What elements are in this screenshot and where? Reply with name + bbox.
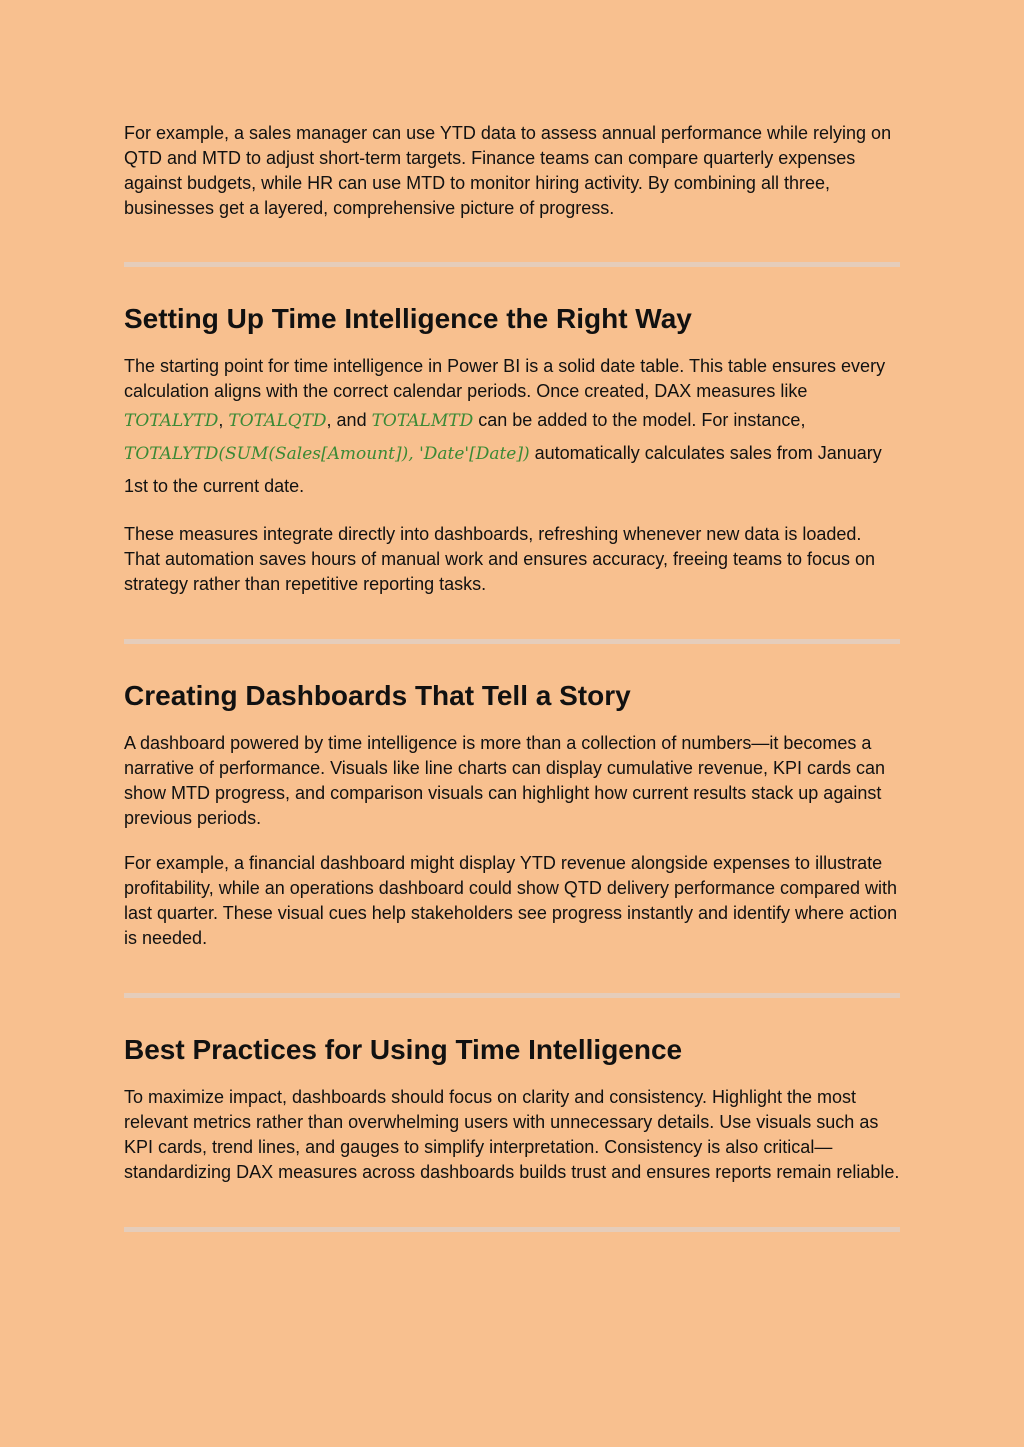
section-paragraph [124,354,900,502]
section-divider [124,1227,900,1232]
section-divider [124,993,900,998]
code-snippet: TOTALMTD [371,411,474,431]
section-paragraph: To maximize impact, dashboards should focus on clarity and consistency. Highlight the most relevant metrics rather than overwhelming users with unnecessary details. Use visuals such as KPI cards, trend lines, and gauges to simplify interpretation. Consistency is also critical—standardizing DAX measures across dashboards builds trust and ensures reports remain reliable. [124,1087,900,1182]
intro-paragraph: For example, a sales manager can use YTD data to assess annual performance while relying on QTD and MTD to adjust short-term targets. Finance teams can compare quarterly expenses against budgets, while HR can use MTD to monitor hiring activity. By combining all three, businesses get a layered, comprehensive picture of progress. [124,123,892,218]
section-paragraph: For example, a financial dashboard might display YTD revenue alongside expenses to illustrate profitability, while an operations dashboard could show QTD delivery performance compared with last quarter. These visual cues help stakeholders see progress instantly and identify where action is needed. [124,853,898,948]
code-line [124,443,882,496]
section-paragraph: A dashboard powered by time intelligence is more than a collection of numbers—it becomes a narrative of performance. Visuals like line charts can display cumulative revenue, KPI cards can show MTD progress, and comparison visuals can highlight how current results stack up against previous periods. [124,733,886,828]
code-line [124,410,805,430]
section-heading: Setting Up Time Intelligence the Right Way [124,303,692,334]
paragraph-text: , [218,410,229,430]
section-heading: Best Practices for Using Time Intelligence [124,1034,683,1065]
section-creating-dashboards [124,679,900,951]
section-divider [124,639,900,644]
paragraph-text: automatically calculates sales from January 1st to the current date. [124,443,882,496]
section-best-practices [124,1033,900,1185]
code-snippet: TOTALYTD [124,411,219,431]
code-snippet: TOTALQTD [228,411,327,431]
paragraph-text: , and [326,410,372,430]
code-snippet: TOTALYTD(SUM(Sales[Amount]), 'Date'[Date]) [124,444,530,464]
paragraph-text: The starting point for time intelligence in Power BI is a solid date table. This table ensures every calculation aligns with the correct calendar periods. Once created, DAX measures like [124,356,886,401]
section-divider [124,262,900,267]
section-setting-up [124,302,900,597]
intro-section [124,121,900,221]
section-heading: Creating Dashboards That Tell a Story [124,680,631,711]
paragraph-text: can be added to the model. For instance, [473,410,806,430]
section-paragraph: These measures integrate directly into dashboards, refreshing whenever new data is loaded. That automation saves hours of manual work and ensures accuracy, freeing teams to focus on strategy rather than repetitive reporting tasks. [124,524,876,594]
document-content [124,121,900,1232]
